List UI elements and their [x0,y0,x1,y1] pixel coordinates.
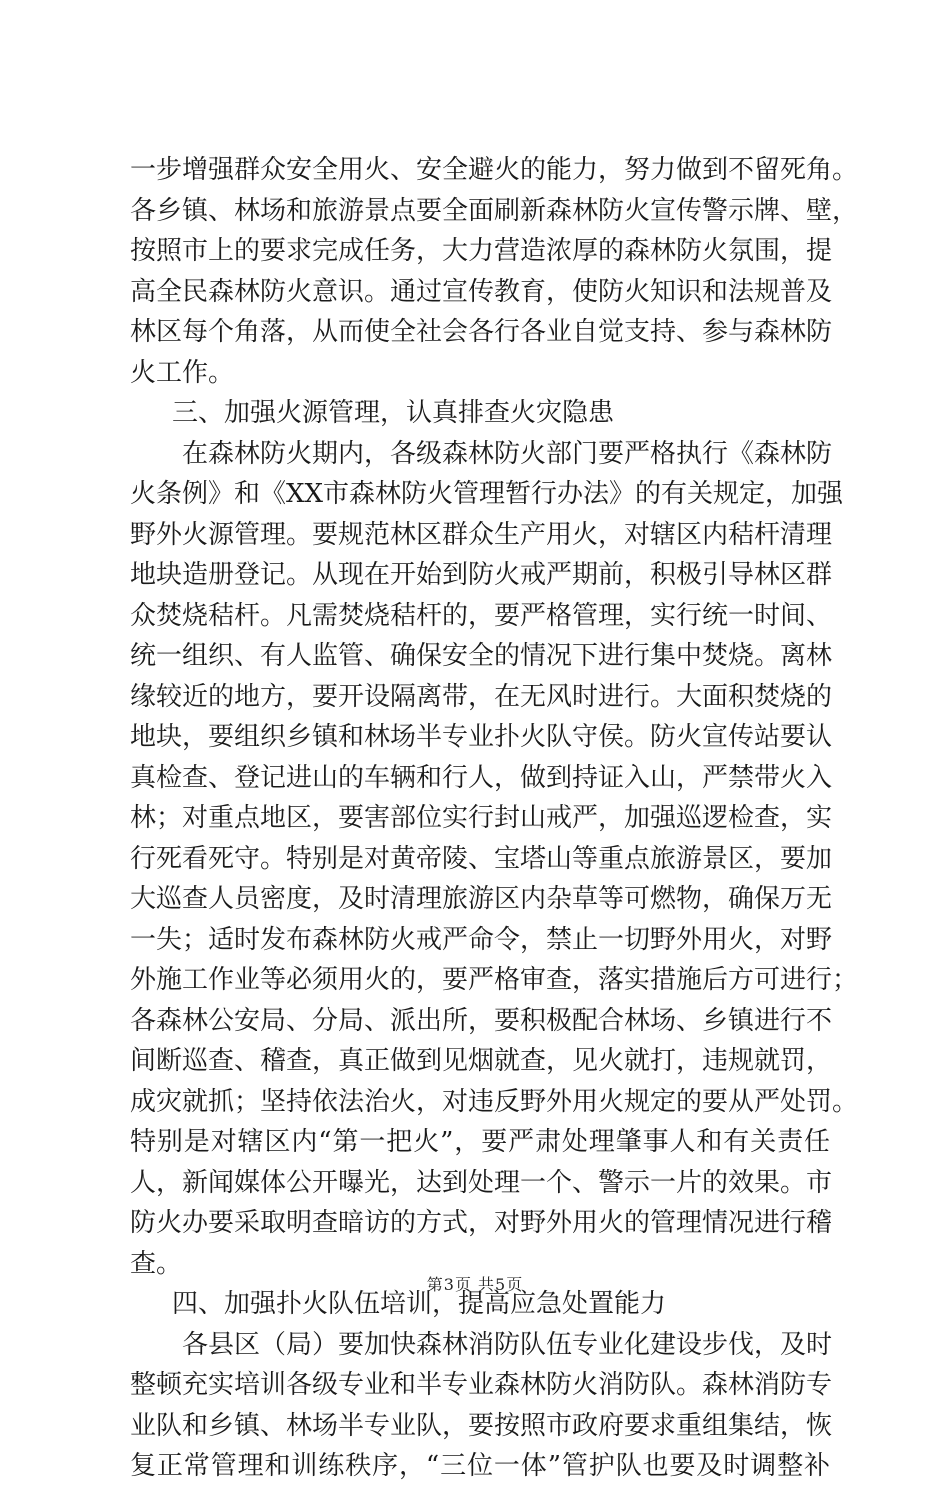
text-line: 整顿充实培训各级专业和半专业森林防火消防队。森林消防专 [130,1370,833,1400]
text-line: 各乡镇、林场和旅游景点要全面刷新森林防火宣传警示牌、壁， [130,195,859,226]
text-line: 一失；适时发布森林防火戒严命令，禁止一切野外用火，对野 [130,924,833,955]
text-line: 复正常管理和训练秩序，“三位一体”管护队也要及时调整补 [130,1451,830,1481]
text-line: 统一组织、有人监管、确保安全的情况下进行集中焚烧。离林 [130,641,833,671]
section-heading-3: 三、加强火源管理，认真排查火灾隐患 [172,398,615,428]
text-line: 间断巡查、稽查，真正做到见烟就查，见火就打，违规就罚， [130,1046,833,1076]
text-line: 按照市上的要求完成任务，大力营造浓厚的森林防火氛围，提 [130,236,833,266]
text-line: 特别是对辖区内“第一把火”，要严肃处理肇事人和有关责任 [130,1127,830,1157]
text-line: 野外火源管理。要规范林区群众生产用火，对辖区内秸杆清理 [130,519,833,550]
section-heading-4: 四、加强扑火队伍培训，提高应急处置能力 [172,1289,667,1319]
paragraph-start: 在森林防火期内，各级森林防火部门要严格执行《森林防 [182,438,833,469]
text-line: 地块，要组织乡镇和林场半专业扑火队守侯。防火宣传站要认 [130,722,833,752]
text-line: 地块造册登记。从现在开始到防火戒严期前，积极引导林区群 [130,560,833,590]
text-line: 成灾就抓；坚持依法治火，对违反野外用火规定的要从严处罚。 [130,1086,859,1117]
text-line: 一步增强群众安全用火、安全避火的能力，努力做到不留死角。 [130,155,859,185]
text-line: 缘较近的地方，要开设隔离带，在无风时进行。大面积焚烧的 [130,681,833,712]
text-line: 防火办要采取明查暗访的方式，对野外用火的管理情况进行稽 [130,1208,833,1238]
text-line: 大巡查人员密度，及时清理旅游区内杂草等可燃物，确保万无 [130,884,833,914]
text-line: 林区每个角落，从而使全社会各行各业自觉支持、参与森林防 [130,317,833,347]
text-line: 众焚烧秸杆。凡需焚烧秸杆的，要严格管理，实行统一时间、 [130,600,833,631]
page-footer: 第3页 共5页 [426,1275,524,1294]
text-line: 人，新闻媒体公开曝光，达到处理一个、警示一片的效果。市 [130,1167,833,1198]
paragraph-start: 各县区（局）要加快森林消防队伍专业化建设步伐，及时 [182,1329,833,1360]
text-line: 真检查、登记进山的车辆和行人，做到持证入山，严禁带火入 [130,762,833,793]
text-line: 查。 [130,1248,183,1279]
text-line: 林；对重点地区，要害部位实行封山戒严，加强巡逻检查，实 [130,803,833,833]
text-line: 火工作。 [130,357,235,388]
text-line: 高全民森林防火意识。通过宣传教育，使防火知识和法规普及 [130,276,833,307]
text-line: 行死看死守。特别是对黄帝陵、宝塔山等重点旅游景区，要加 [130,843,833,874]
text-line: 各森林公安局、分局、派出所，要积极配合林场、乡镇进行不 [130,1005,833,1036]
text-line: 业队和乡镇、林场半专业队，要按照市政府要求重组集结，恢 [130,1410,833,1441]
text-line: 外施工作业等必须用火的，要严格审查，落实措施后方可进行； [130,965,859,995]
text-line: 火条例》和《XX市森林防火管理暂行办法》的有关规定，加强 [130,479,844,509]
